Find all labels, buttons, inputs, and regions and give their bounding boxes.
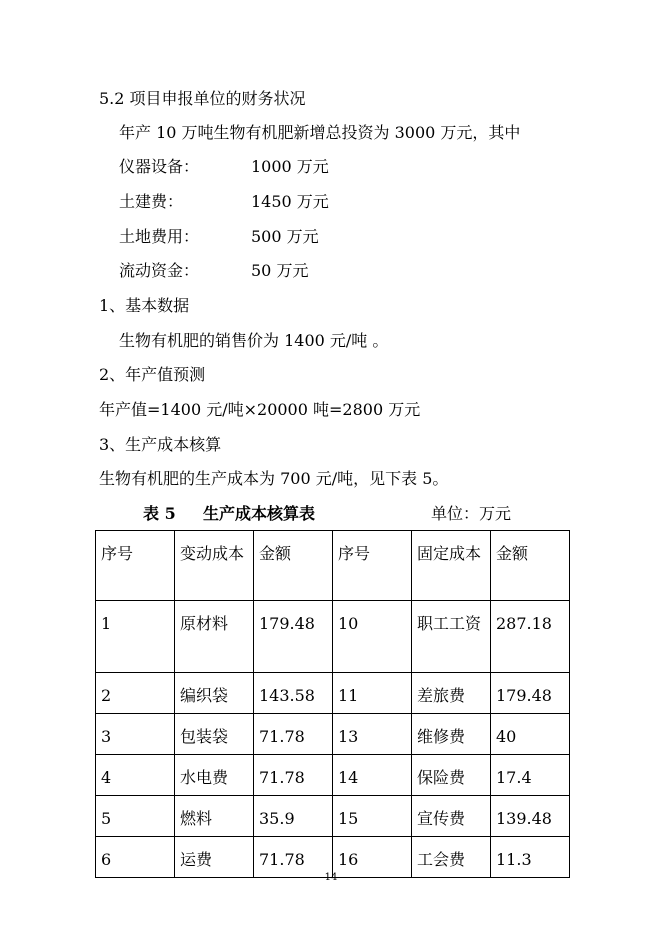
table-cell: 11.3 xyxy=(491,837,570,878)
table-cell: 燃料 xyxy=(175,796,254,837)
cost-accounting-text: 生物有机肥的生产成本为 700 元/吨，见下表 5。 xyxy=(99,469,449,488)
basic-data-text: 生物有机肥的销售价为 1400 元/吨 。 xyxy=(119,331,389,350)
header-cell: 变动成本 xyxy=(175,531,254,601)
table-cell: 6 xyxy=(96,837,175,878)
table-cell: 3 xyxy=(96,714,175,755)
investment-value: 1450 万元 xyxy=(251,192,329,211)
table-header-row xyxy=(96,531,570,601)
table-cell: 包装袋 xyxy=(175,714,254,755)
table-cell: 14 xyxy=(333,755,412,796)
header-cell: 固定成本 xyxy=(412,531,491,601)
table-cell: 运费 xyxy=(175,837,254,878)
output-forecast-text: 年产值=1400 元/吨×20000 吨=2800 万元 xyxy=(99,400,421,419)
header-cell: 序号 xyxy=(96,531,175,601)
table-cell: 编织袋 xyxy=(175,673,254,714)
header-cell: 金额 xyxy=(254,531,333,601)
table-cell: 17.4 xyxy=(491,755,570,796)
table-cell: 15 xyxy=(333,796,412,837)
table-cell: 差旅费 xyxy=(412,673,491,714)
table-cell: 4 xyxy=(96,755,175,796)
investment-value: 50 万元 xyxy=(251,261,309,280)
table-cell: 71.78 xyxy=(254,755,333,796)
table-cell: 143.58 xyxy=(254,673,333,714)
table-row xyxy=(96,673,570,714)
table-cell: 16 xyxy=(333,837,412,878)
cost-accounting-heading: 3、生产成本核算 xyxy=(99,435,222,454)
table-cell: 179.48 xyxy=(254,601,333,673)
investment-label: 土建费： xyxy=(119,192,184,211)
table-cell: 维修费 xyxy=(412,714,491,755)
table-row xyxy=(96,755,570,796)
table-unit: 单位：万元 xyxy=(431,504,512,523)
table-cell: 139.48 xyxy=(491,796,570,837)
table-cell: 水电费 xyxy=(175,755,254,796)
table-cell: 保险费 xyxy=(412,755,491,796)
table-cell: 11 xyxy=(333,673,412,714)
investment-label: 仪器设备： xyxy=(119,157,200,176)
table-cell: 35.9 xyxy=(254,796,333,837)
basic-data-heading: 1、基本数据 xyxy=(99,296,190,315)
table-cell: 40 xyxy=(491,714,570,755)
investment-value: 1000 万元 xyxy=(251,157,329,176)
table-cell: 工会费 xyxy=(412,837,491,878)
section-heading: 5.2 项目申报单位的财务状况 xyxy=(99,89,306,108)
output-forecast-heading: 2、年产值预测 xyxy=(99,365,206,384)
page-number: 14 xyxy=(324,872,338,883)
table-cell: 1 xyxy=(96,601,175,673)
table-row xyxy=(96,796,570,837)
table-cell: 179.48 xyxy=(491,673,570,714)
investment-label: 流动资金： xyxy=(119,261,200,280)
investment-intro: 年产 10 万吨生物有机肥新增总投资为 3000 万元，其中 xyxy=(119,123,521,142)
table-cell: 5 xyxy=(96,796,175,837)
table-cell: 71.78 xyxy=(254,714,333,755)
table-cell: 2 xyxy=(96,673,175,714)
table-cell: 287.18 xyxy=(491,601,570,673)
table-cell: 71.78 xyxy=(254,837,333,878)
table-row xyxy=(96,601,570,673)
table-cell: 13 xyxy=(333,714,412,755)
table-cell: 原材料 xyxy=(175,601,254,673)
table-cell: 宣传费 xyxy=(412,796,491,837)
investment-value: 500 万元 xyxy=(251,227,319,246)
header-cell: 金额 xyxy=(491,531,570,601)
header-cell: 序号 xyxy=(333,531,412,601)
table-row xyxy=(96,714,570,755)
cost-table xyxy=(95,530,570,878)
investment-label: 土地费用： xyxy=(119,227,200,246)
table-title: 生产成本核算表 xyxy=(203,504,316,523)
table-number: 表 5 xyxy=(143,504,176,523)
table-cell: 10 xyxy=(333,601,412,673)
table-cell: 职工工资 xyxy=(412,601,491,673)
